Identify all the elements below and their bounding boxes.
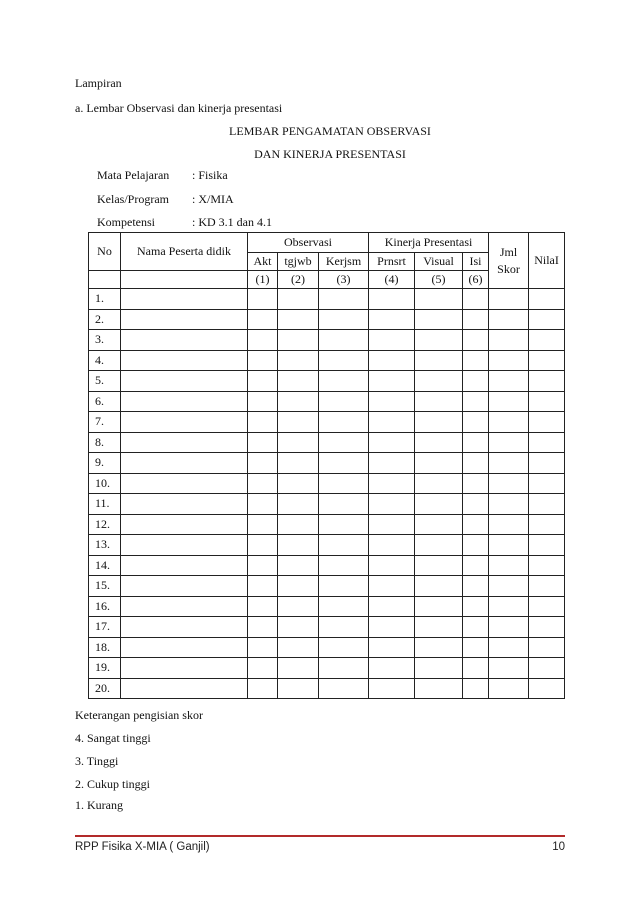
student-name-cell — [121, 596, 248, 617]
student-name-cell — [121, 576, 248, 597]
keterangan-heading: Keterangan pengisian skor — [75, 708, 203, 722]
score-cell — [369, 596, 415, 617]
student-name-cell — [121, 453, 248, 474]
score-cell — [248, 391, 278, 412]
score-cell — [463, 494, 489, 515]
score-cell — [489, 453, 529, 474]
info-value-competence: : KD 3.1 dan 4.1 — [192, 215, 272, 229]
score-cell — [489, 494, 529, 515]
score-cell — [529, 289, 565, 310]
score-cell — [248, 617, 278, 638]
score-cell — [278, 391, 319, 412]
score-cell — [415, 412, 463, 433]
score-cell — [529, 658, 565, 679]
info-value-subject: : Fisika — [192, 168, 228, 182]
table-row — [89, 453, 565, 474]
header-no: No — [89, 233, 121, 271]
header-tgjwb: tgjwb — [278, 253, 319, 271]
score-cell — [319, 678, 369, 699]
score-cell — [489, 535, 529, 556]
score-cell — [319, 617, 369, 638]
observation-table — [88, 232, 565, 699]
score-cell — [369, 453, 415, 474]
header-num-3: (3) — [319, 271, 369, 289]
score-cell — [248, 330, 278, 351]
score-cell — [463, 473, 489, 494]
row-number: 1. — [89, 289, 121, 310]
score-cell — [463, 432, 489, 453]
score-cell — [248, 432, 278, 453]
score-cell — [319, 473, 369, 494]
score-cell — [369, 535, 415, 556]
score-item: 3. Tinggi — [75, 754, 119, 768]
score-cell — [489, 596, 529, 617]
score-cell — [463, 535, 489, 556]
score-cell — [278, 535, 319, 556]
score-cell — [529, 350, 565, 371]
row-number: 3. — [89, 330, 121, 351]
student-name-cell — [121, 391, 248, 412]
score-cell — [278, 473, 319, 494]
score-cell — [278, 514, 319, 535]
score-cell — [489, 371, 529, 392]
header-kerjsm: Kerjsm — [319, 253, 369, 271]
score-cell — [248, 678, 278, 699]
table-row — [89, 330, 565, 351]
table-row — [89, 576, 565, 597]
table-row — [89, 514, 565, 535]
score-cell — [369, 371, 415, 392]
score-cell — [489, 289, 529, 310]
score-cell — [463, 371, 489, 392]
header-observasi: Observasi — [248, 233, 369, 253]
score-cell — [529, 412, 565, 433]
score-item: 4. Sangat tinggi — [75, 731, 151, 745]
score-cell — [248, 514, 278, 535]
form-title-line1: LEMBAR PENGAMATAN OBSERVASI — [229, 124, 431, 138]
score-cell — [489, 412, 529, 433]
score-cell — [489, 678, 529, 699]
score-cell — [529, 453, 565, 474]
header-nilai: NilaI — [529, 233, 565, 289]
header-num-6: (6) — [463, 271, 489, 289]
score-cell — [415, 535, 463, 556]
table-row — [89, 555, 565, 576]
score-cell — [319, 576, 369, 597]
score-cell — [369, 350, 415, 371]
score-cell — [463, 658, 489, 679]
score-cell — [278, 289, 319, 310]
row-number: 4. — [89, 350, 121, 371]
score-cell — [489, 391, 529, 412]
score-cell — [415, 596, 463, 617]
score-cell — [369, 617, 415, 638]
score-cell — [319, 330, 369, 351]
student-name-cell — [121, 309, 248, 330]
table-row — [89, 535, 565, 556]
score-cell — [248, 576, 278, 597]
row-number: 13. — [89, 535, 121, 556]
row-number: 6. — [89, 391, 121, 412]
student-name-cell — [121, 350, 248, 371]
student-name-cell — [121, 330, 248, 351]
header-name: Nama Peserta didik — [121, 233, 248, 271]
score-item: 1. Kurang — [75, 798, 123, 812]
score-cell — [415, 289, 463, 310]
table-row — [89, 432, 565, 453]
score-cell — [489, 617, 529, 638]
score-cell — [489, 637, 529, 658]
row-number: 16. — [89, 596, 121, 617]
score-cell — [529, 555, 565, 576]
score-cell — [278, 371, 319, 392]
table-row — [89, 350, 565, 371]
score-cell — [278, 678, 319, 699]
score-cell — [529, 576, 565, 597]
lampiran-heading: Lampiran — [75, 76, 122, 90]
score-cell — [278, 596, 319, 617]
score-cell — [369, 309, 415, 330]
table-row — [89, 617, 565, 638]
score-cell — [278, 432, 319, 453]
row-number: 12. — [89, 514, 121, 535]
score-cell — [278, 637, 319, 658]
row-number: 10. — [89, 473, 121, 494]
score-cell — [529, 617, 565, 638]
score-cell — [319, 494, 369, 515]
row-number: 17. — [89, 617, 121, 638]
score-cell — [369, 289, 415, 310]
score-cell — [529, 330, 565, 351]
info-label-class: Kelas/Program — [97, 192, 169, 206]
score-cell — [415, 678, 463, 699]
table-row — [89, 658, 565, 679]
row-number: 15. — [89, 576, 121, 597]
table-row — [89, 289, 565, 310]
student-name-cell — [121, 432, 248, 453]
score-cell — [369, 330, 415, 351]
info-label-subject: Mata Pelajaran — [97, 168, 170, 182]
score-cell — [278, 494, 319, 515]
student-name-cell — [121, 637, 248, 658]
row-number: 7. — [89, 412, 121, 433]
score-cell — [529, 371, 565, 392]
footer-divider — [75, 835, 565, 837]
header-prnsrt: Prnsrt — [369, 253, 415, 271]
score-cell — [369, 473, 415, 494]
score-cell — [529, 514, 565, 535]
student-name-cell — [121, 658, 248, 679]
score-cell — [369, 412, 415, 433]
score-cell — [529, 309, 565, 330]
score-cell — [319, 555, 369, 576]
student-name-cell — [121, 678, 248, 699]
header-num-4: (4) — [369, 271, 415, 289]
score-cell — [369, 432, 415, 453]
header-num-5: (5) — [415, 271, 463, 289]
score-cell — [278, 576, 319, 597]
score-cell — [248, 289, 278, 310]
score-cell — [248, 555, 278, 576]
score-cell — [248, 637, 278, 658]
score-cell — [278, 658, 319, 679]
score-cell — [415, 473, 463, 494]
score-cell — [319, 453, 369, 474]
score-cell — [415, 350, 463, 371]
score-cell — [463, 453, 489, 474]
score-cell — [248, 658, 278, 679]
table-row — [89, 309, 565, 330]
score-cell — [529, 678, 565, 699]
row-number: 20. — [89, 678, 121, 699]
score-cell — [369, 637, 415, 658]
row-number: 19. — [89, 658, 121, 679]
table-row — [89, 473, 565, 494]
score-cell — [463, 596, 489, 617]
student-name-cell — [121, 371, 248, 392]
score-cell — [415, 576, 463, 597]
score-cell — [415, 432, 463, 453]
score-cell — [463, 637, 489, 658]
score-cell — [248, 309, 278, 330]
score-cell — [369, 555, 415, 576]
score-cell — [369, 658, 415, 679]
header-no-spacer — [89, 271, 121, 289]
score-cell — [319, 596, 369, 617]
section-a-heading: a. Lembar Observasi dan kinerja presentasi — [75, 101, 283, 115]
score-cell — [278, 412, 319, 433]
row-number: 9. — [89, 453, 121, 474]
score-cell — [489, 309, 529, 330]
header-visual: Visual — [415, 253, 463, 271]
row-number: 2. — [89, 309, 121, 330]
footer-doc-title: RPP Fisika X-MIA ( Ganjil) — [75, 841, 210, 853]
score-cell — [463, 617, 489, 638]
student-name-cell — [121, 514, 248, 535]
score-cell — [529, 494, 565, 515]
score-cell — [319, 309, 369, 330]
info-value-class: : X/MIA — [192, 192, 234, 206]
row-number: 18. — [89, 637, 121, 658]
score-cell — [529, 535, 565, 556]
student-name-cell — [121, 494, 248, 515]
score-cell — [415, 514, 463, 535]
footer-page-number: 10 — [552, 841, 565, 853]
header-num-1: (1) — [248, 271, 278, 289]
score-cell — [463, 576, 489, 597]
score-cell — [319, 535, 369, 556]
table-row — [89, 678, 565, 699]
score-cell — [319, 514, 369, 535]
score-cell — [489, 576, 529, 597]
score-cell — [248, 473, 278, 494]
table-row — [89, 412, 565, 433]
score-cell — [319, 371, 369, 392]
score-cell — [248, 350, 278, 371]
score-cell — [529, 473, 565, 494]
header-num-2: (2) — [278, 271, 319, 289]
table-row — [89, 596, 565, 617]
score-cell — [415, 658, 463, 679]
header-akt: Akt — [248, 253, 278, 271]
score-cell — [278, 330, 319, 351]
score-cell — [415, 330, 463, 351]
info-label-competence: Kompetensi — [97, 215, 155, 229]
score-cell — [278, 617, 319, 638]
table-row — [89, 494, 565, 515]
score-cell — [319, 350, 369, 371]
score-cell — [463, 514, 489, 535]
score-cell — [248, 596, 278, 617]
row-number: 8. — [89, 432, 121, 453]
score-cell — [489, 350, 529, 371]
score-cell — [463, 678, 489, 699]
score-cell — [369, 576, 415, 597]
score-cell — [248, 535, 278, 556]
score-cell — [463, 350, 489, 371]
student-name-cell — [121, 412, 248, 433]
score-cell — [369, 678, 415, 699]
score-cell — [415, 453, 463, 474]
score-cell — [278, 350, 319, 371]
form-title-line2: DAN KINERJA PRESENTASI — [254, 147, 406, 161]
score-cell — [463, 330, 489, 351]
score-cell — [319, 412, 369, 433]
score-cell — [248, 371, 278, 392]
score-cell — [529, 391, 565, 412]
score-cell — [278, 309, 319, 330]
score-cell — [319, 391, 369, 412]
score-cell — [489, 514, 529, 535]
row-number: 14. — [89, 555, 121, 576]
score-cell — [529, 596, 565, 617]
score-cell — [248, 412, 278, 433]
student-name-cell — [121, 289, 248, 310]
score-cell — [415, 617, 463, 638]
score-cell — [489, 658, 529, 679]
row-number: 11. — [89, 494, 121, 515]
score-cell — [248, 494, 278, 515]
student-name-cell — [121, 473, 248, 494]
header-jml-skor: Jml Skor — [489, 233, 529, 289]
score-cell — [463, 412, 489, 433]
score-cell — [319, 289, 369, 310]
score-cell — [369, 494, 415, 515]
score-cell — [248, 453, 278, 474]
score-cell — [319, 658, 369, 679]
score-cell — [489, 330, 529, 351]
score-cell — [529, 432, 565, 453]
row-number: 5. — [89, 371, 121, 392]
score-cell — [463, 555, 489, 576]
table-row — [89, 371, 565, 392]
score-cell — [319, 432, 369, 453]
score-cell — [319, 637, 369, 658]
student-name-cell — [121, 535, 248, 556]
score-cell — [415, 637, 463, 658]
score-item: 2. Cukup tinggi — [75, 777, 151, 791]
score-cell — [369, 514, 415, 535]
score-cell — [415, 309, 463, 330]
score-cell — [463, 309, 489, 330]
header-kinerja: Kinerja Presentasi — [369, 233, 489, 253]
score-cell — [369, 391, 415, 412]
score-cell — [489, 555, 529, 576]
score-cell — [489, 432, 529, 453]
score-cell — [415, 391, 463, 412]
student-name-cell — [121, 617, 248, 638]
header-name-spacer — [121, 271, 248, 289]
score-cell — [415, 555, 463, 576]
score-cell — [489, 473, 529, 494]
score-cell — [463, 289, 489, 310]
score-cell — [278, 555, 319, 576]
score-cell — [463, 391, 489, 412]
student-name-cell — [121, 555, 248, 576]
score-cell — [415, 494, 463, 515]
score-cell — [278, 453, 319, 474]
score-cell — [529, 637, 565, 658]
table-row — [89, 637, 565, 658]
table-row — [89, 391, 565, 412]
header-isi: Isi — [463, 253, 489, 271]
score-cell — [415, 371, 463, 392]
